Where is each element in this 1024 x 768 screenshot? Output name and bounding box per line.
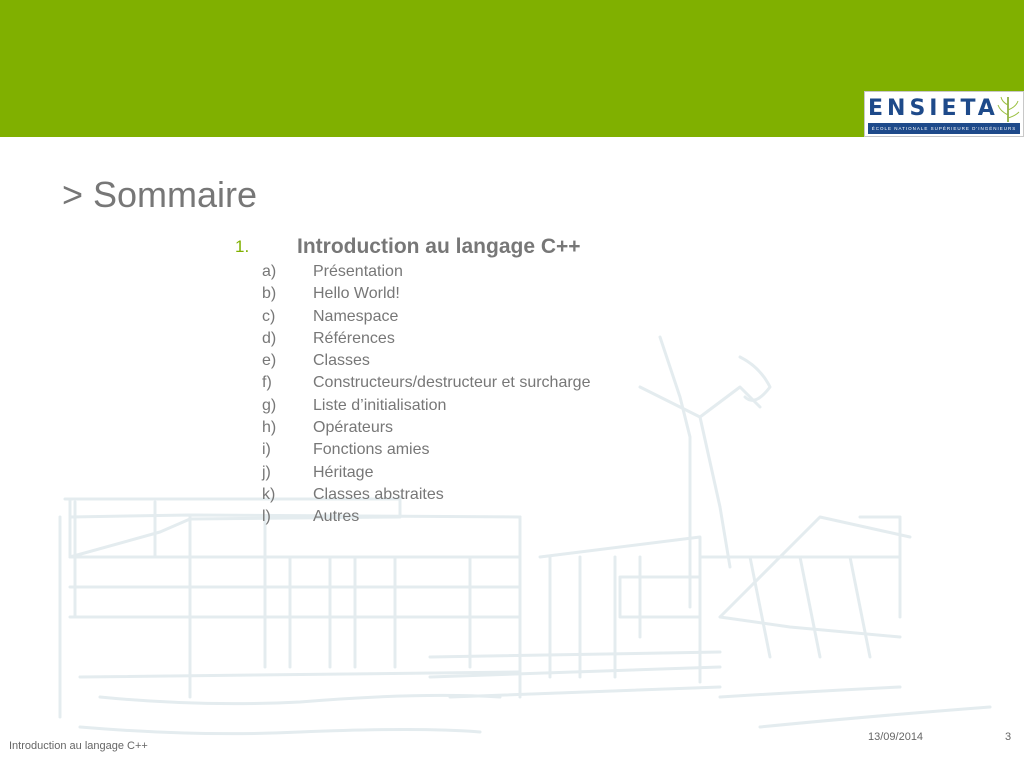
toc-item-letter: a) [262,263,277,280]
toc-item-letter: k) [262,485,276,503]
footer-date: 13/09/2014 [868,731,924,743]
toc-item-letter: g) [262,396,277,414]
toc-item-letter: f) [262,374,272,392]
toc-item-text: Classes abstraites [313,485,444,503]
bamboo-plant-icon [995,95,1021,122]
toc-section-number: 1. [235,237,250,256]
toc-item-text: Namespace [313,307,399,325]
footer-page-number: 3 [1005,731,1012,743]
toc-item-text: Constructeurs/destructeur et surcharge [313,374,591,392]
logo-wordmark: ENSIETA [868,96,999,121]
toc-item-text: Références [313,329,395,347]
toc-item-letter: d) [262,329,277,347]
logo-tagline: ÉCOLE NATIONALE SUPÉRIEURE D'INGÉNIEURS [868,123,1020,134]
slide-title: > Sommaire [62,174,258,215]
toc-item-letter: i) [262,441,271,459]
toc-item-text: Liste d’initialisation [313,396,447,414]
toc-item-text: Autres [313,508,360,526]
toc-item-letter: e) [262,352,277,370]
toc-item-text: Hello World! [313,285,400,303]
toc-item-letter: b) [262,285,277,303]
toc-item-text: Classes [313,352,370,370]
toc-item-text: Fonctions amies [313,441,430,459]
toc-item-text: Opérateurs [313,419,394,437]
toc-section-label: Introduction au langage C++ [297,235,581,258]
toc-item-text: Présentation [313,263,403,280]
toc-item-letter: l) [262,508,271,526]
toc-item-letter: c) [262,307,276,325]
footer-presentation-title: Introduction au langage C++ [9,740,148,752]
toc-item-text: Héritage [313,463,374,481]
toc-item-letter: j) [262,463,271,481]
ensieta-logo [864,91,1024,137]
toc-item-letter: h) [262,419,277,437]
